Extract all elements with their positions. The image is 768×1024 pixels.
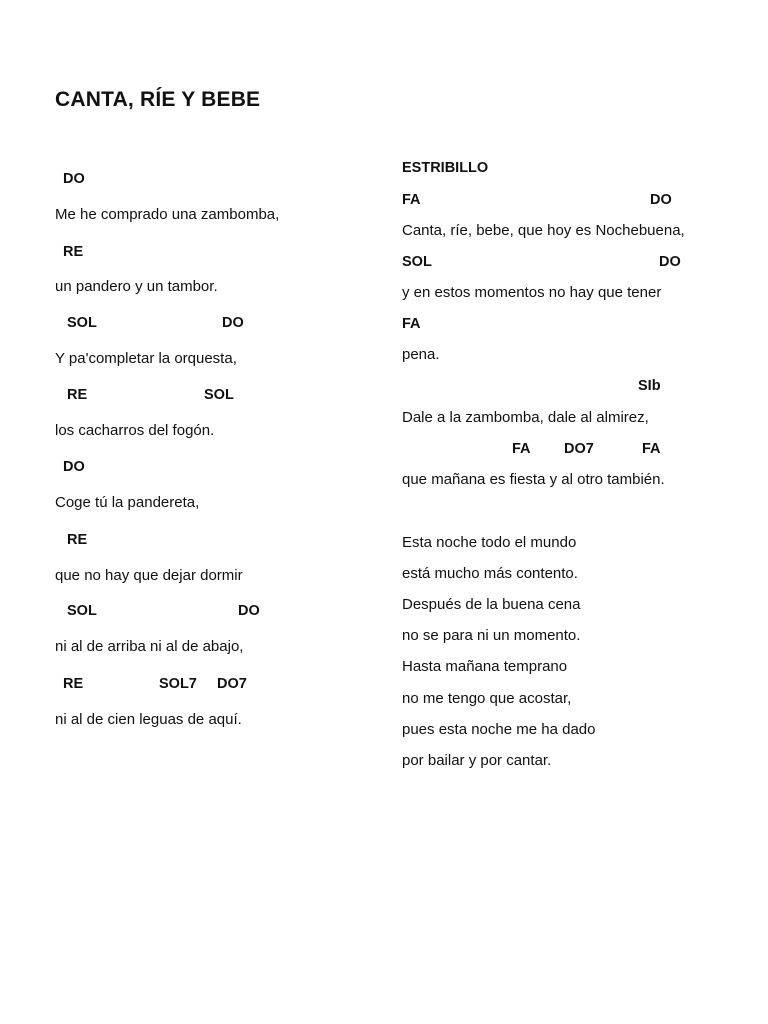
chord: SOL (204, 387, 234, 403)
lyric-line: pena. (402, 346, 440, 363)
lyric-line: Coge tú la pandereta, (55, 494, 200, 511)
lyric-line: Después de la buena cena (402, 596, 581, 613)
chord: DO (650, 192, 672, 208)
section-label: ESTRIBILLO (402, 160, 489, 176)
chord: FA (402, 316, 421, 332)
lyric-line: no me tengo que acostar, (402, 690, 572, 707)
lyric-line: un pandero y un tambor. (55, 278, 218, 295)
lyric-line: los cacharros del fogón. (55, 422, 215, 439)
chord: FA (402, 192, 421, 208)
lyric-line: no se para ni un momento. (402, 627, 581, 644)
chord: FA (642, 441, 661, 457)
lyric-line: por bailar y por cantar. (402, 752, 552, 769)
lyric-line: Esta noche todo el mundo (402, 534, 577, 551)
lyric-line: Hasta mañana temprano (402, 658, 568, 675)
lyric-line: que mañana es fiesta y al otro también. (402, 471, 665, 488)
chord: DO (63, 171, 85, 187)
lyric-line: Y pa'completar la orquesta, (55, 350, 237, 367)
chord: SIb (638, 378, 661, 394)
lyric-line: ni al de cien leguas de aquí. (55, 711, 242, 728)
chord: DO (659, 254, 681, 270)
chord: SOL (67, 603, 97, 619)
chord: FA (512, 441, 531, 457)
chord: DO (222, 315, 244, 331)
chord: DO7 (217, 676, 247, 692)
lyric-line: ni al de arriba ni al de abajo, (55, 638, 244, 655)
lyric-line: Dale a la zambomba, dale al almirez, (402, 409, 649, 426)
lyric-line: Me he comprado una zambomba, (55, 206, 280, 223)
lyric-line: pues esta noche me ha dado (402, 721, 596, 738)
chord: DO (63, 459, 85, 475)
chord: SOL (67, 315, 97, 331)
song-title: CANTA, RÍE Y BEBE (55, 88, 261, 111)
chord: SOL (402, 254, 432, 270)
lyric-line: está mucho más contento. (402, 565, 578, 582)
chord: DO7 (564, 441, 594, 457)
chord: RE (67, 532, 88, 548)
chord: RE (67, 387, 88, 403)
lyric-line: que no hay que dejar dormir (55, 567, 243, 584)
chord: DO (238, 603, 260, 619)
chord: RE (63, 676, 84, 692)
lyric-line: y en estos momentos no hay que tener (402, 284, 662, 301)
chord: RE (63, 244, 84, 260)
chord: SOL7 (159, 676, 197, 692)
lyric-line: Canta, ríe, bebe, que hoy es Nochebuena, (402, 222, 685, 239)
